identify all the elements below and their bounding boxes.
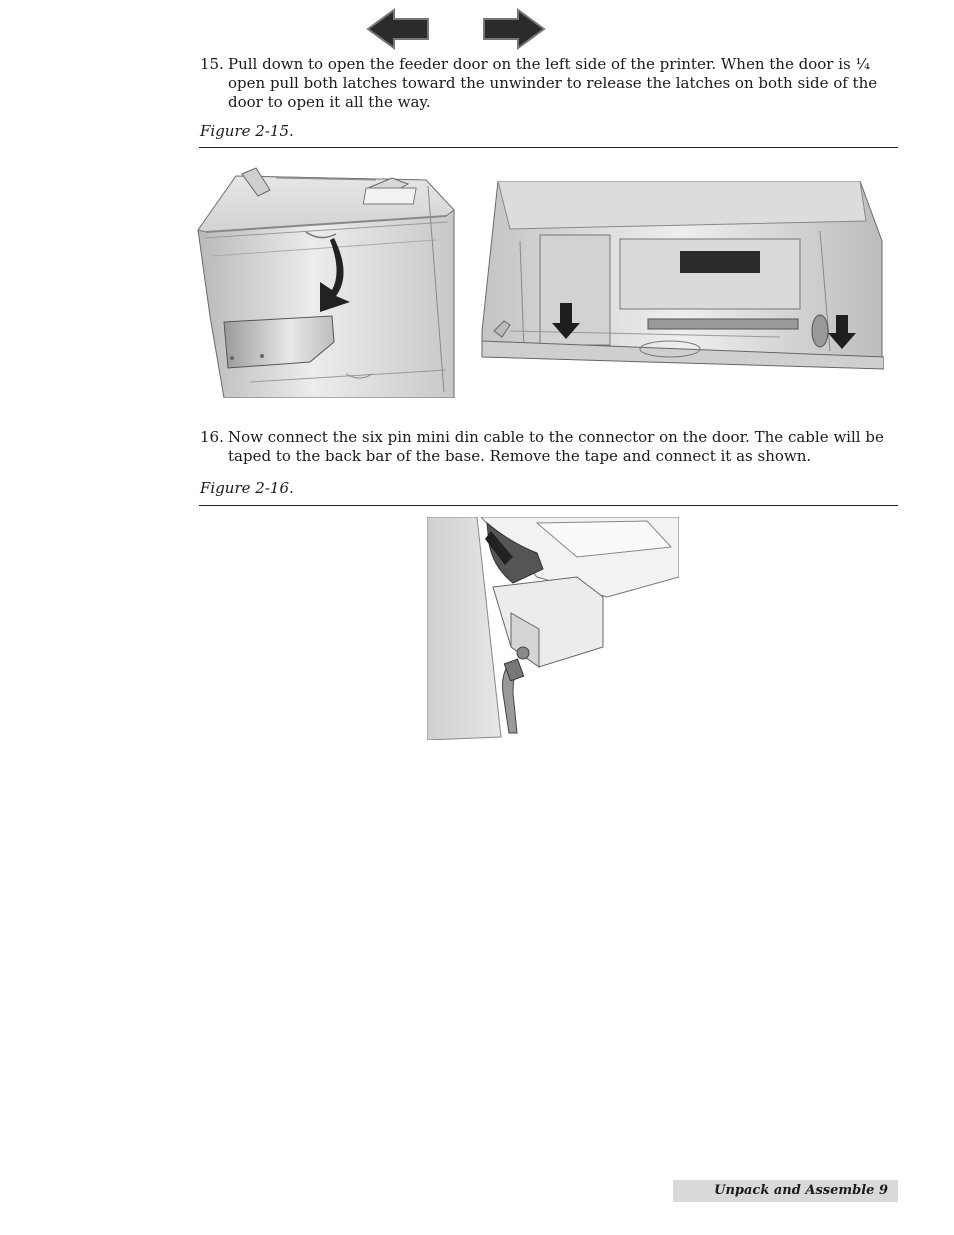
step-number: 16. [200, 428, 224, 446]
printer-front-illustration [196, 166, 458, 398]
step-text: Now connect the six pin mini din cable to the connector on the door. The cable will be taped to the back bar of the base. Remove the tape and connect it as shown. [228, 428, 884, 465]
figure-label: Figure 2-15. [200, 122, 294, 140]
next-page-button[interactable] [482, 8, 546, 50]
right-arrow-icon [482, 8, 546, 50]
step-15 [200, 55, 898, 112]
previous-page-button[interactable] [366, 8, 430, 50]
page-navigation [366, 8, 548, 52]
left-arrow-icon [366, 8, 430, 50]
divider [199, 505, 898, 506]
step-text: Pull down to open the feeder door on the left side of the printer. When the door is ¼ open pull both latches toward the unwinder to release the latches on both side of the door to open it all the way. [228, 55, 878, 111]
page-footer: Unpack and Assemble 9 [673, 1180, 898, 1202]
figure-label: Figure 2-16. [200, 479, 294, 497]
cable-connection-illustration [427, 517, 679, 740]
feeder-door-open-illustration [480, 181, 884, 371]
divider [199, 147, 898, 148]
step-16 [200, 428, 898, 466]
step-number: 15. [200, 55, 224, 73]
